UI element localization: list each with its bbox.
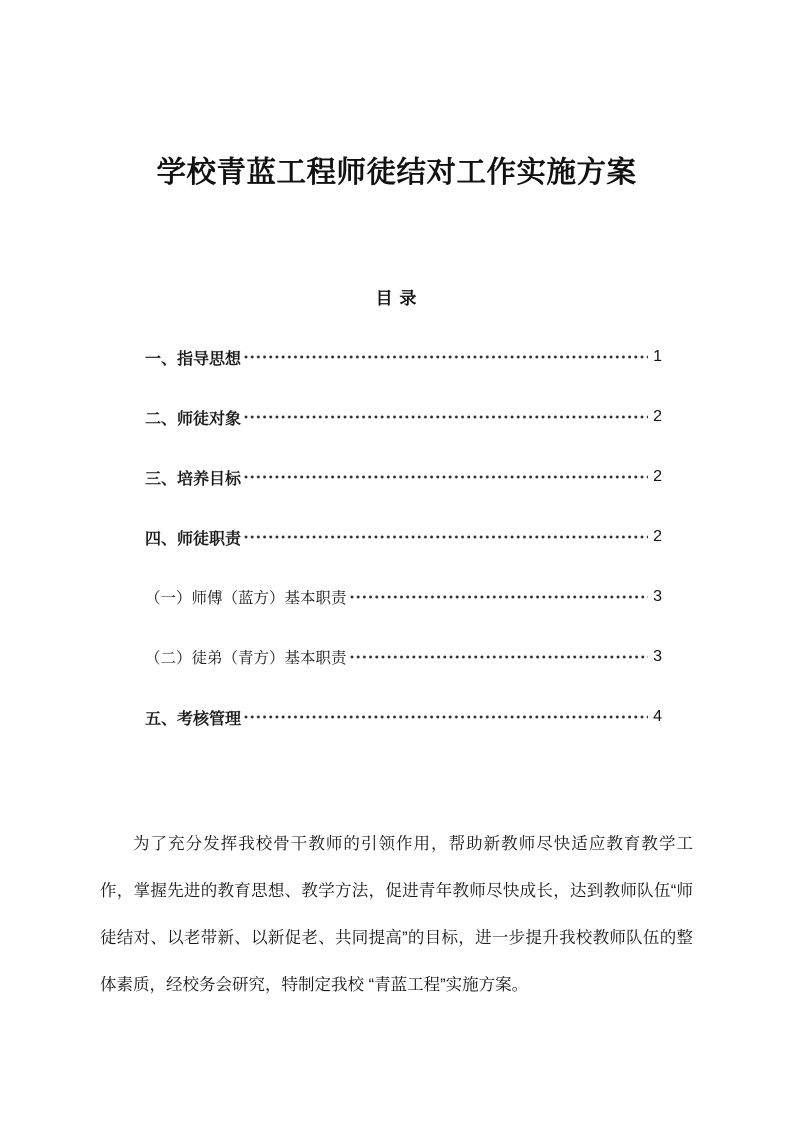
toc-list [145, 327, 662, 747]
toc-page-number: 1 [653, 348, 662, 365]
toc-page-number: 2 [653, 528, 662, 545]
toc-entry-label: （二）徒弟（青方）基本职责 [145, 650, 347, 667]
toc-dot-leader [349, 593, 649, 601]
toc-page-number: 2 [653, 468, 662, 485]
toc-dot-leader [243, 413, 648, 421]
intro-paragraph: 为了充分发挥我校骨干教师的引领作用，帮助新教师尽快适应教育教学工作，掌握先进的教育思想、教学方法，促进青年教师尽快成长，达到教师队伍“师徒结对、以老带新、以新促老、共同提高”的目标，进一步提升我校教师队伍的整体素质，经校务会研究，特制定我校 “青蓝工程”实施方案。 [100, 835, 693, 994]
toc-dot-leader [243, 353, 648, 361]
toc-entry[interactable] [145, 627, 662, 687]
toc-entry-label: 三、培养目标 [145, 470, 242, 488]
toc-entry[interactable] [145, 567, 662, 627]
document-title: 学校青蓝工程师徒结对工作实施方案 [156, 156, 637, 189]
toc-entry[interactable] [145, 507, 662, 567]
toc-entry[interactable] [145, 447, 662, 507]
toc-entry-label: 五、考核管理 [145, 710, 242, 728]
toc-entry-label: （一）师傅（蓝方）基本职责 [145, 590, 347, 607]
toc-entry[interactable] [145, 687, 662, 747]
toc-dot-leader [243, 713, 648, 721]
toc-entry-label: 四、师徒职责 [145, 530, 242, 548]
toc-entry[interactable] [145, 387, 662, 447]
toc-dot-leader [349, 653, 649, 661]
toc-page-number: 2 [653, 408, 662, 425]
toc-page-number: 4 [653, 708, 662, 725]
toc-dot-leader [243, 473, 648, 481]
toc-entry-label: 一、指导思想 [145, 350, 242, 368]
toc-page-number: 3 [653, 648, 662, 665]
toc-entry-label: 二、师徒对象 [145, 410, 242, 428]
toc-page-number: 3 [653, 588, 662, 605]
toc-heading: 目 录 [375, 289, 418, 308]
toc-dot-leader [243, 533, 648, 541]
toc-entry[interactable] [145, 327, 662, 387]
